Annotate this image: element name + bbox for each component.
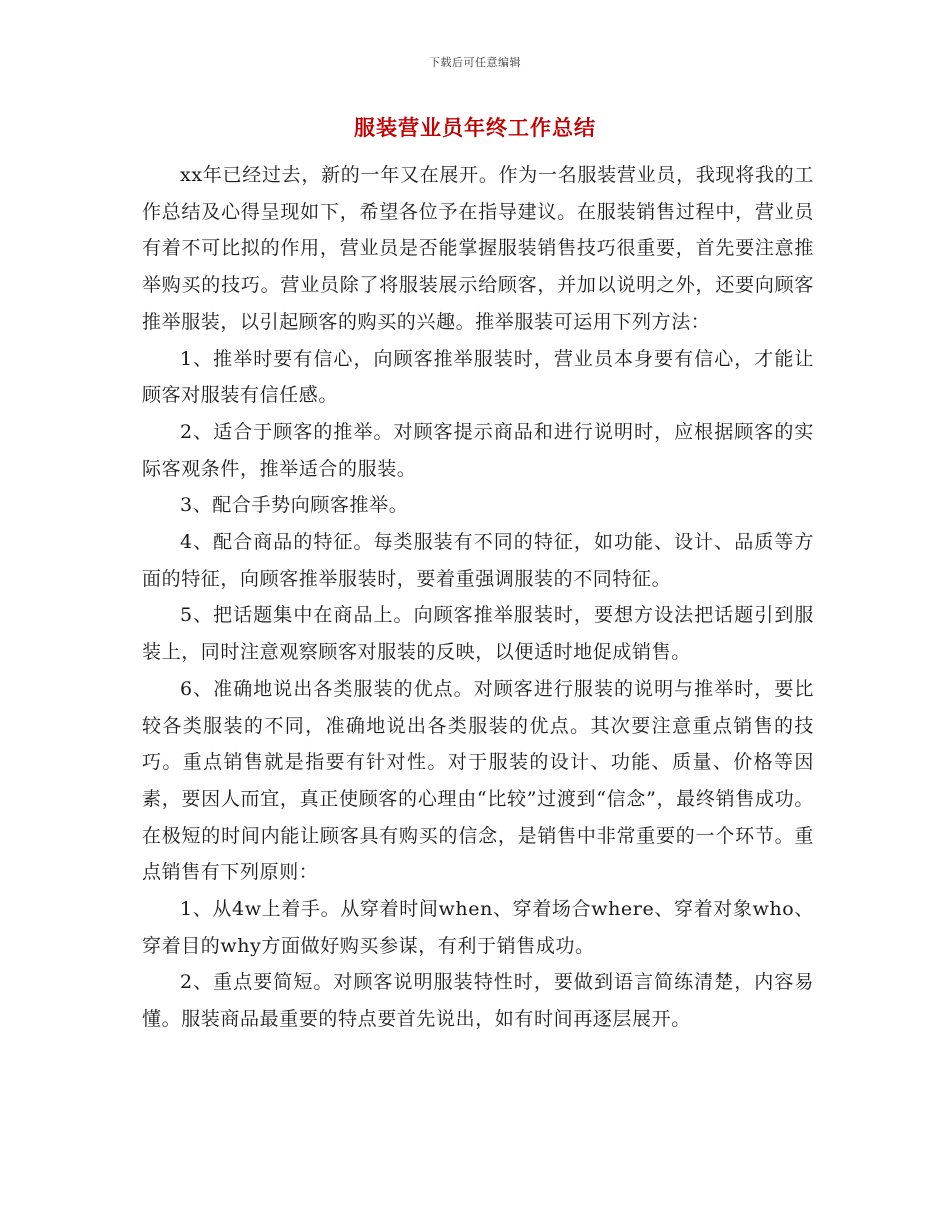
header-note: 下载后可任意编辑 (429, 56, 521, 69)
document-title: 服装营业员年终工作总结 (354, 115, 596, 140)
paragraph-item-2: 2、适合于顾客的推举。对顾客提示商品和进行说明时，应根据顾客的实际客观条件，推举适合的服装。 (142, 420, 814, 480)
paragraph-item-4: 4、配合商品的特征。每类服装有不同的特征，如功能、设计、品质等方面的特征，向顾客推举服装时，要着重强调服装的不同特征。 (142, 531, 814, 590)
paragraph-item-1: 1、推举时要有信心，向顾客推举服装时，营业员本身要有信心，才能让顾客对服装有信任感。 (142, 347, 814, 407)
paragraph-item-6: 6、准确地说出各类服装的优点。对顾客进行服装的说明与推举时，要比较各类服装的不同，准确地说出各类服装的优点。其次要注意重点销售的技巧。重点销售就是指要有针对性。对于服装的设计、功能、质量、价格等因素，要因人而宜，真正使顾客的心理由“比较”过渡到“信念”，最终销售成功。在极短的时间内能让顾客具有购买的信念，是销售中非常重要的一个环节。重点销售有下列原则： (142, 677, 814, 884)
paragraph-item-3: 3、配合手势向顾客推举。 (180, 494, 409, 517)
paragraph-principle-2: 2、重点要简短。对顾客说明服装特性时，要做到语言简练清楚，内容易懂。服装商品最重要的特点要首先说出，如有时间再逐层展开。 (142, 971, 814, 1031)
paragraph-principle-1: 1、从4w上着手。从穿着时间when、穿着场合where、穿着对象who、穿着目的why方面做好购买参谋，有利于销售成功。 (142, 898, 814, 957)
paragraph-item-5: 5、把话题集中在商品上。向顾客推举服装时，要想方设法把话题引到服装上，同时注意观察顾客对服装的反映，以便适时地促成销售。 (142, 604, 814, 664)
document-body (142, 157, 814, 1038)
paragraph-intro: xx年已经过去，新的一年又在展开。作为一名服装营业员，我现将我的工作总结及心得呈现如下，希望各位予在指导建议。在服装销售过程中，营业员有着不可比拟的作用，营业员是否能掌握服装销售技巧很重要，首先要注意推举购买的技巧。营业员除了将服装展示给顾客，并加以说明之外，还要向顾客推举服装，以引起顾客的购买的兴趣。推举服装可运用下列方法： (142, 164, 814, 333)
